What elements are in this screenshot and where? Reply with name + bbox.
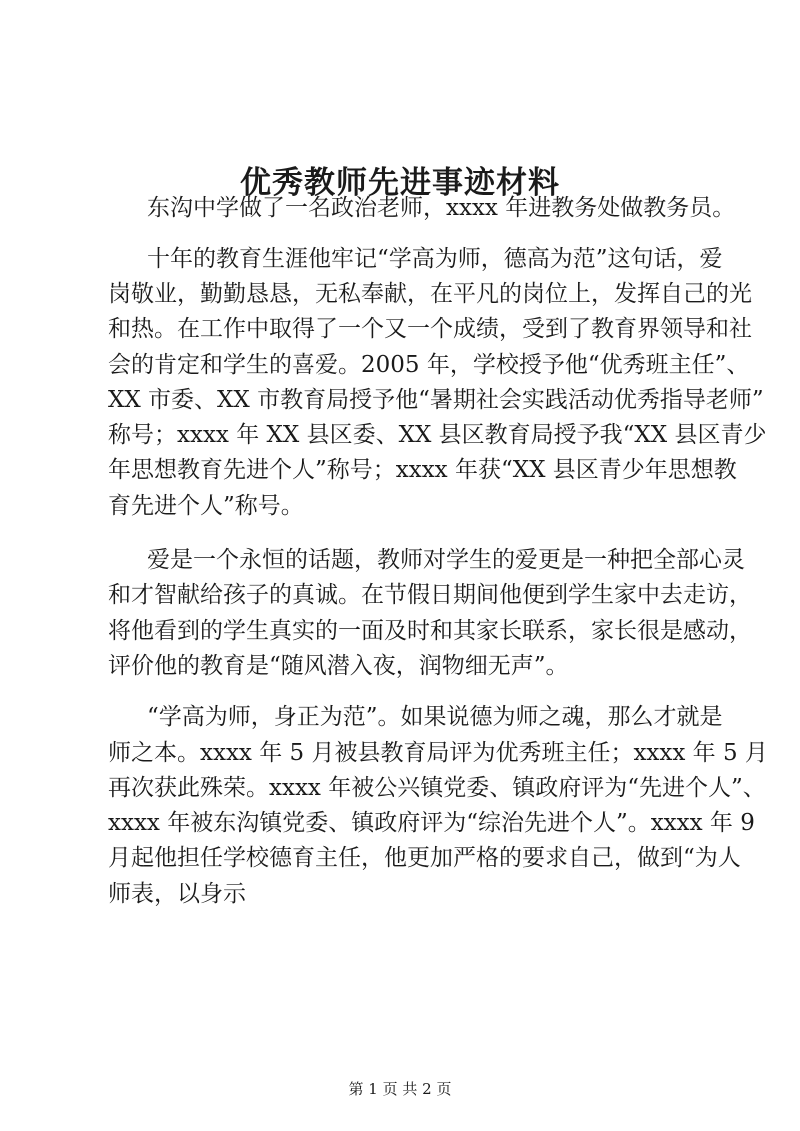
text-line: 师之本。xxxx 年 5 月被县教育局评为优秀班主任；xxxx 年 5 月 <box>108 740 768 766</box>
text-line: 爱是一个永恒的话题，教师对学生的爱更是一种把全部心灵 <box>147 547 745 573</box>
text-line: 东沟中学做了一名政治老师，xxxx 年进教务处做教务员。 <box>147 195 736 221</box>
text-line: 和才智献给孩子的真诚。在节假日期间他便到学生家中去走访， <box>108 582 752 608</box>
text-line: 育先进个人”称号。 <box>108 493 304 519</box>
text-line: “学高为师，身正为范”。如果说德为师之魂，那么才就是 <box>147 704 723 730</box>
text-line: 称号；xxxx 年 XX 县区委、XX 县区教育局授予我“XX 县区青少 <box>108 422 767 448</box>
text-line: 岗敬业，勤勤恳恳，无私奉献，在平凡的岗位上，发挥自己的光 <box>108 281 752 307</box>
text-line: XX 市委、XX 市教育局授予他“暑期社会实践活动优秀指导老师” <box>108 387 764 413</box>
text-line: 将他看到的学生真实的一面及时和其家长联系，家长很是感动， <box>108 618 752 644</box>
text-line: 评价他的教育是“随风潜入夜，润物细无声”。 <box>108 653 569 679</box>
text-line: 年思想教育先进个人”称号；xxxx 年获“XX 县区青少年思想教 <box>108 457 737 483</box>
text-line: 十年的教育生涯他牢记“学高为师，德高为范”这句话，爱 <box>147 246 723 272</box>
text-line: 会的肯定和学生的喜爱。2005 年，学校授予他“优秀班主任”、 <box>108 352 750 378</box>
text-line: 师表，以身示 <box>108 881 246 907</box>
text-line: 和热。在工作中取得了一个又一个成绩，受到了教育界领导和社 <box>108 316 752 342</box>
page-number-footer: 第 1 页 共 2 页 <box>348 1080 452 1098</box>
text-line: xxxx 年被东沟镇党委、镇政府评为“综治先进个人”。xxxx 年 9 <box>108 810 755 836</box>
text-line: 月起他担任学校德育主任，他更加严格的要求自己，做到“为人 <box>108 845 741 871</box>
document-title: 优秀教师先进事迹材料 <box>240 164 560 201</box>
text-line: 再次获此殊荣。xxxx 年被公兴镇党委、镇政府评为“先进个人”、 <box>108 775 766 801</box>
